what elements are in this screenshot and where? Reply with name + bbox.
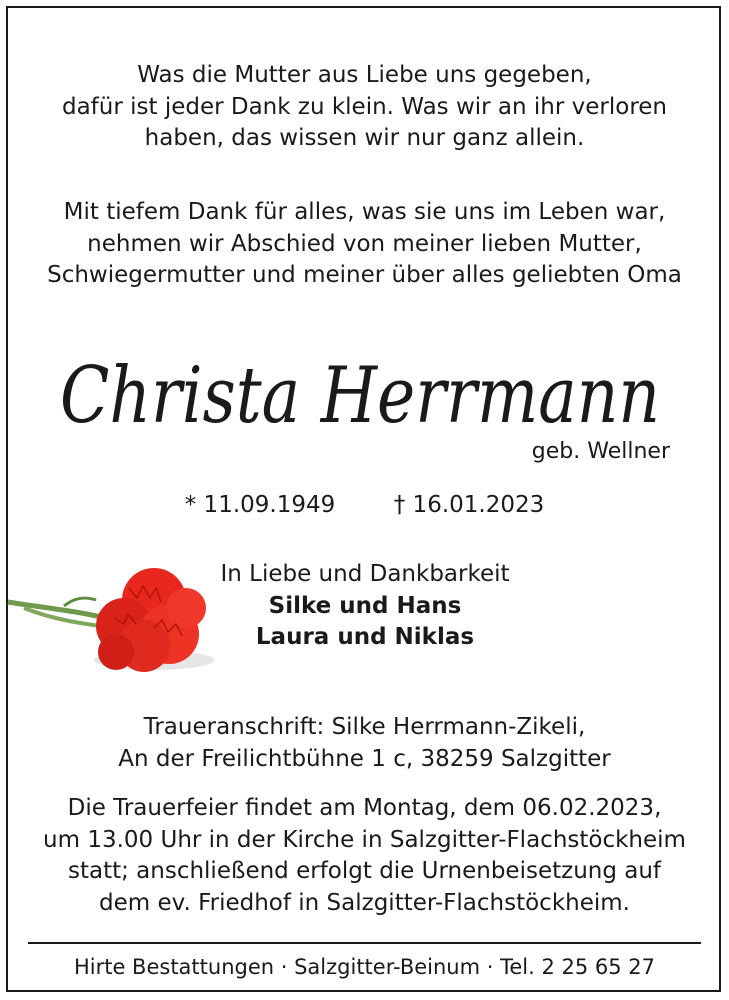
- ceremony-line: um 13.00 Uhr in der Kirche in Salzgitter-Flachstöckheim: [43, 826, 686, 853]
- mourning-address: [0, 712, 729, 775]
- intro-line: Schwiegermutter und meiner über alles geliebten Oma: [47, 262, 682, 288]
- mourner-name: Laura und Niklas: [255, 624, 475, 650]
- farewell-intro: [0, 197, 729, 292]
- funeral-home-footer: Hirte Bestattungen · Salzgitter-Beinum · Tel. 2 25 65 27: [73, 955, 656, 979]
- intro-line: Mit tiefem Dank für alles, was sie uns im Leben war,: [63, 199, 666, 225]
- ceremony-info: [0, 793, 729, 919]
- ceremony-line: Die Trauerfeier findet am Montag, dem 06.02.2023,: [67, 795, 662, 821]
- mourners-intro: In Liebe und Dankbarkeit: [220, 561, 510, 587]
- ceremony-line: statt; anschließend erfolgt die Urnenbeisetzung auf: [67, 858, 662, 884]
- divider: [28, 942, 701, 944]
- life-dates: [0, 492, 729, 518]
- maiden-name: geb. Wellner: [531, 439, 670, 464]
- verse-line: haben, das wissen wir nur ganz allein.: [144, 125, 585, 151]
- deceased-name: [50, 330, 690, 470]
- verse: [0, 60, 729, 155]
- birth-date: * 11.09.1949: [184, 492, 336, 518]
- mourners: [200, 559, 530, 654]
- ceremony-line: dem ev. Friedhof in Salzgitter-Flachstöckheim.: [99, 889, 630, 916]
- deceased-name-text: Christa Herrmann: [60, 351, 660, 441]
- death-date: † 16.01.2023: [393, 492, 545, 518]
- mourner-name: Silke und Hans: [268, 592, 462, 619]
- address-line: Traueranschrift: Silke Herrmann-Zikeli,: [143, 714, 586, 740]
- address-line: An der Freilichtbühne 1 c, 38259 Salzgitter: [118, 745, 611, 772]
- verse-line: dafür ist jeder Dank zu klein. Was wir an ihr verloren: [61, 93, 668, 120]
- carnation-image: [4, 548, 224, 698]
- verse-line: Was die Mutter aus Liebe uns gegeben,: [137, 62, 592, 88]
- intro-line: nehmen wir Abschied von meiner lieben Mutter,: [87, 230, 642, 257]
